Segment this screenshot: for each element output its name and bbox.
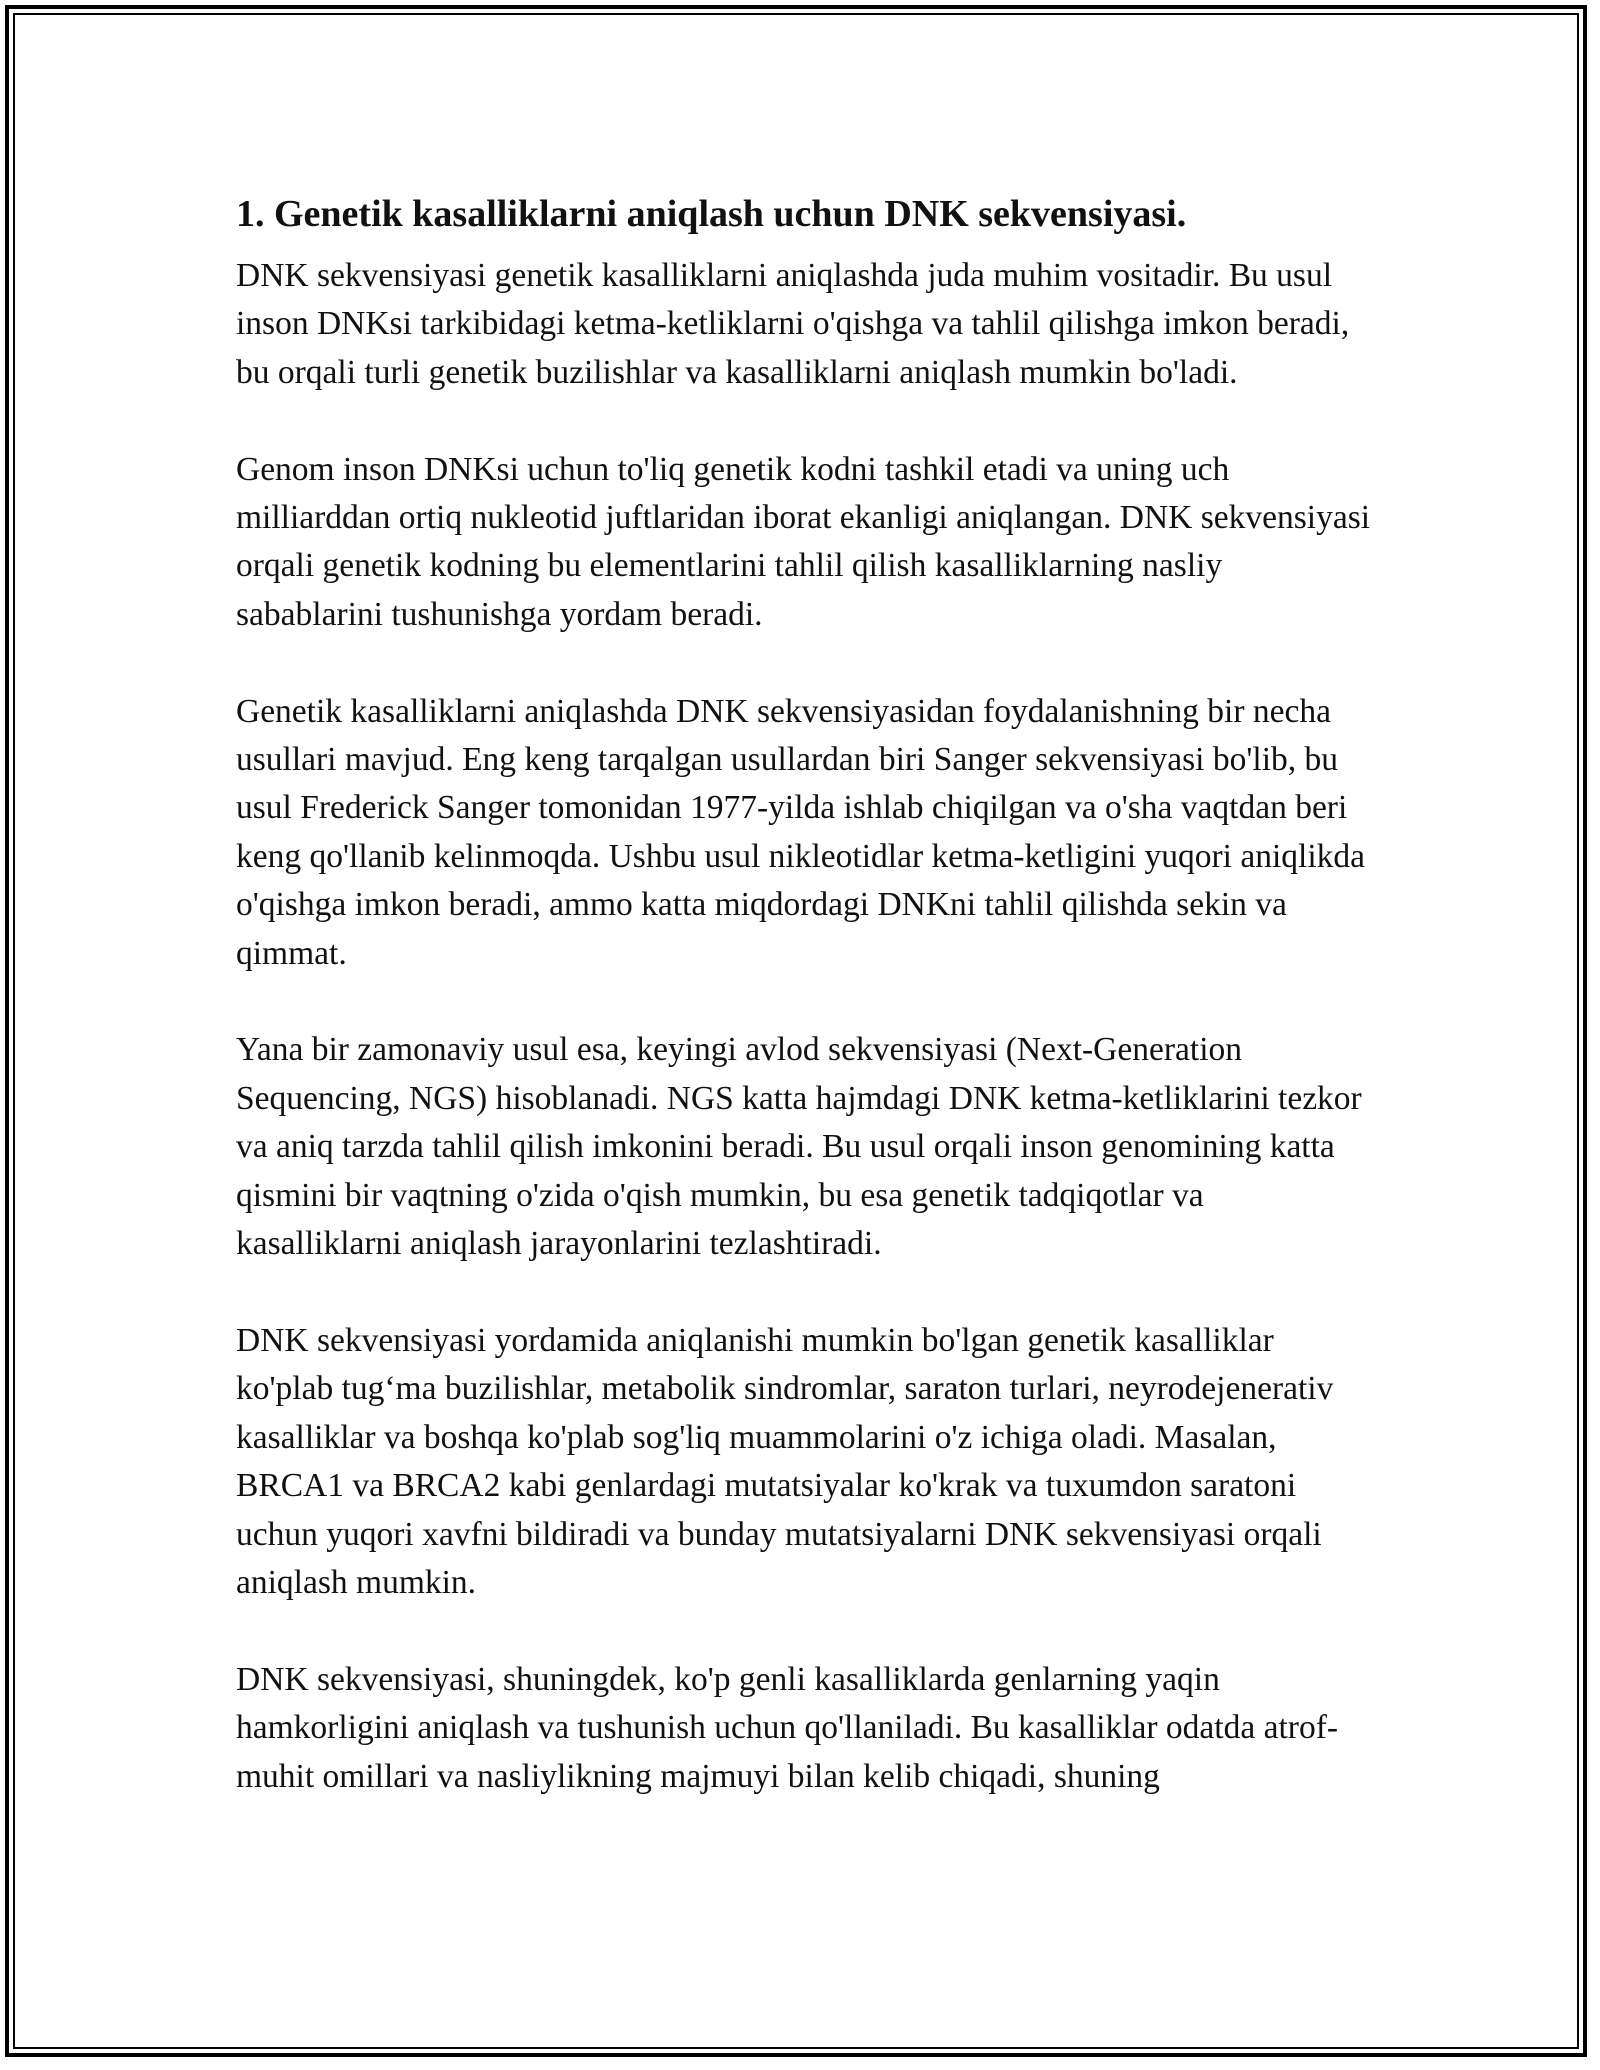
paragraph-2: Genom inson DNKsi uchun to'liq genetik kodni tashkil etadi va uning uch milliarddan ortiq nukleotid juftlaridan iborat ekanligi aniqlangan. DNK sekvensiyasi orqali genetik kodning bu elementlarini tahlil qilish kasalliklarning nasliy sabablarini tushunishga yordam beradi.: [236, 450, 1371, 633]
document-body: [236, 188, 1376, 1849]
paragraph-3: Genetik kasalliklarni aniqlashda DNK sekvensiyasidan foydalanishning bir necha usullari mavjud. Eng keng tarqalgan usullardan biri Sanger sekvensiyasi bo'lib, bu usul Frederick Sanger tomonidan 1977-yilda ishlab chiqilgan va o'sha vaqtdan beri keng qo'llanib kelinmoqda. Ushbu usul nikleotidlar ketma-ketligini yuqori aniqlikda o'qishga imkon beradi, ammo katta miqdordagi DNKni tahlil qilishda sekin va qimmat.: [236, 692, 1366, 972]
paragraph-1: DNK sekvensiyasi genetik kasalliklarni aniqlashda juda muhim vositadir. Bu usul inson DNKsi tarkibidagi ketma-ketliklarni o'qishga va tahlil qilishga imkon beradi, bu orqali turli genetik buzilishlar va kasalliklarni aniqlash mumkin bo'ladi.: [236, 257, 1350, 391]
section-heading: 1. Genetik kasalliklarni aniqlash uchun DNK sekvensiyasi.: [236, 193, 1187, 235]
paragraph-4: Yana bir zamonaviy usul esa, keyingi avlod sekvensiyasi (Next-Generation Sequencing, NGS) hisoblanadi. NGS katta hajmdagi DNK ketma-ketliklarini tezkor va aniq tarzda tahlil qilish imkonini beradi. Bu usul orqali inson genomining katta qismini bir vaqtning o'zida o'qish mumkin, bu esa genetik tadqiqotlar va kasalliklarni aniqlash jarayonlarini tezlashtiradi.: [236, 1031, 1362, 1263]
paragraph-5: DNK sekvensiyasi yordamida aniqlanishi mumkin bo'lgan genetik kasalliklar ko'plab tug‘ma buzilishlar, metabolik sindromlar, saraton turlari, neyrodejenerativ kasalliklar va boshqa ko'plab sog'liq muammolarini o'z ichiga oladi. Masalan, BRCA1 va BRCA2 kabi genlardagi mutatsiyalar ko'krak va tuxumdon saratoni uchun yuqori xavfni bildiradi va bunday mutatsiyalarni DNK sekvensiyasi orqali aniqlash mumkin.: [236, 1321, 1334, 1601]
paragraph-6: DNK sekvensiyasi, shuningdek, ko'p genli kasalliklarda genlarning yaqin hamkorligini aniqlash va tushunish uchun qo'llaniladi. Bu kasalliklar odatda atrof-muhit omillari va nasliylikning majmuyi bilan kelib chiqadi, shuning: [236, 1660, 1338, 1795]
